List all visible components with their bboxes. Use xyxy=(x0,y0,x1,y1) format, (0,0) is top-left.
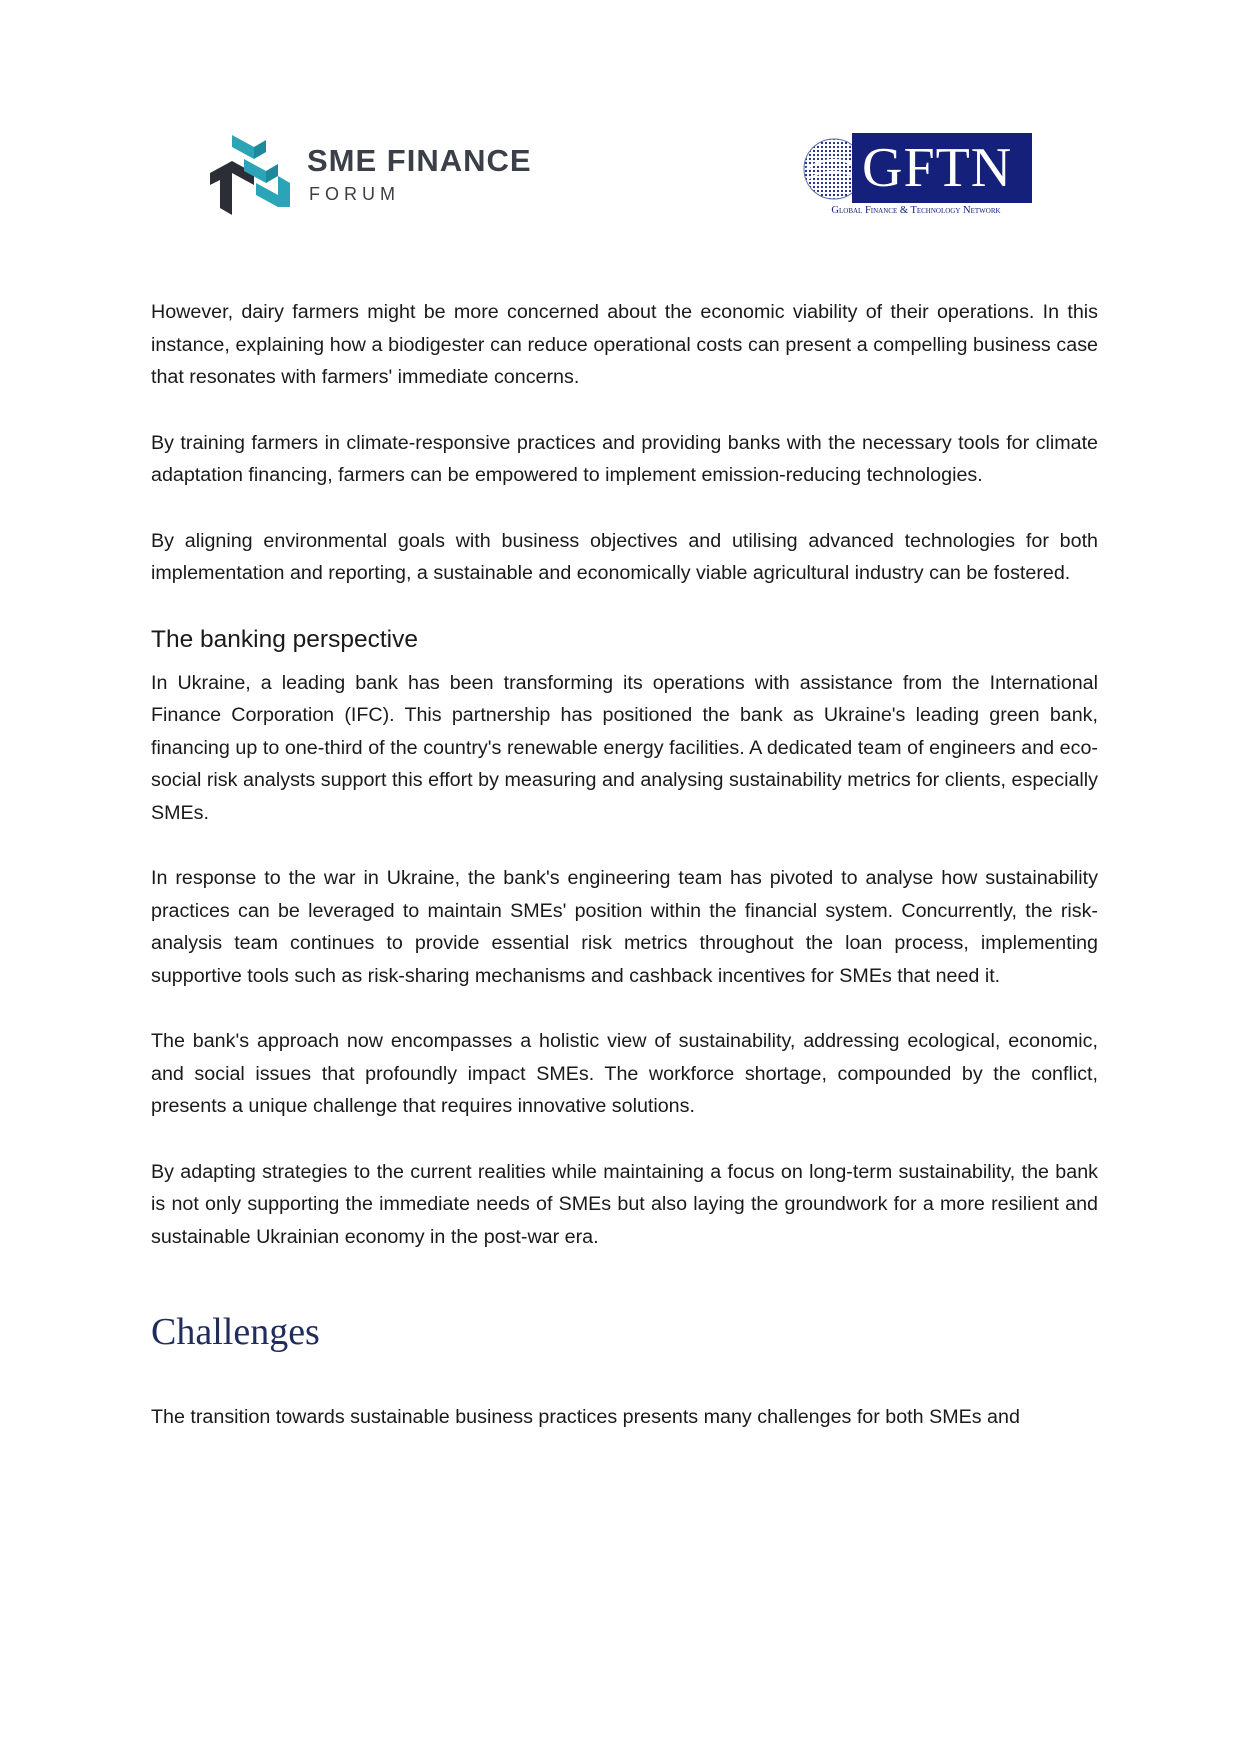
paragraph-transition: The transition towards sustainable business practices presents many challenges for both SMEs and xyxy=(151,1406,1020,1428)
sme-finance-forum-logo xyxy=(210,135,540,215)
gftn-logo xyxy=(800,133,1040,218)
document-body xyxy=(151,296,1098,1434)
gftn-logo-title: GFTN xyxy=(862,137,1013,199)
paragraph-adapting-strategies: By adapting strategies to the current realities while maintaining a focus on long-term sustainability, the bank is not only supporting the immediate needs of SMEs but also laying the groundwork for a more resilient and sustainable Ukrainian economy in the post-war era. xyxy=(151,1160,1098,1248)
paragraph-aligning-goals: By aligning environmental goals with business objectives and utilising advanced technologies for both implementation and reporting, a sustainable and economically viable agricultural industry can be fostered. xyxy=(151,529,1098,584)
sme-logo-subtitle: FORUM xyxy=(309,184,400,204)
section-heading-banking-perspective: The banking perspective xyxy=(151,625,418,653)
page-header xyxy=(0,0,1241,240)
paragraph-training-farmers: By training farmers in climate-responsive practices and providing banks with the necessary tools for climate adaptation financing, farmers can be empowered to implement emission-reducing technologies. xyxy=(151,431,1098,486)
paragraph-dairy-farmers: However, dairy farmers might be more concerned about the economic viability of their operations. In this instance, explaining how a biodigester can reduce operational costs can present a compelling business case that resonates with farmers' immediate concerns. xyxy=(151,301,1098,388)
paragraph-war-response: In response to the war in Ukraine, the bank's engineering team has pivoted to analyse how sustainability practices can be leveraged to maintain SMEs' position within the financial system. Concurrently, the risk-analysis team continues to provide essential risk metrics throughout the loan process, implementing supportive tools such as risk-sharing mechanisms and cashback incentives for SMEs that need it. xyxy=(151,867,1098,987)
paragraph-holistic-view: The bank's approach now encompasses a holistic view of sustainability, addressing ecological, economic, and social issues that profoundly impact SMEs. The workforce shortage, compounded by the conflict, presents a unique challenge that requires innovative solutions. xyxy=(151,1030,1098,1117)
section-heading-challenges: Challenges xyxy=(151,1311,320,1353)
sme-logo-title: SME FINANCE xyxy=(307,143,532,178)
gftn-logo-subtitle: Global Finance & Technology Network xyxy=(831,205,1001,216)
sme-finance-forum-mark-icon xyxy=(210,135,294,215)
paragraph-ukraine-bank: In Ukraine, a leading bank has been transforming its operations with assistance from the International Finance Corporation (IFC). This partnership has positioned the bank as Ukraine's leading green bank, financing up to one-third of the country's renewable energy facilities. A dedicated team of engineers and eco-social risk analysts support this effort by measuring and analysing sustainability metrics for clients, especially SMEs. xyxy=(151,671,1098,824)
